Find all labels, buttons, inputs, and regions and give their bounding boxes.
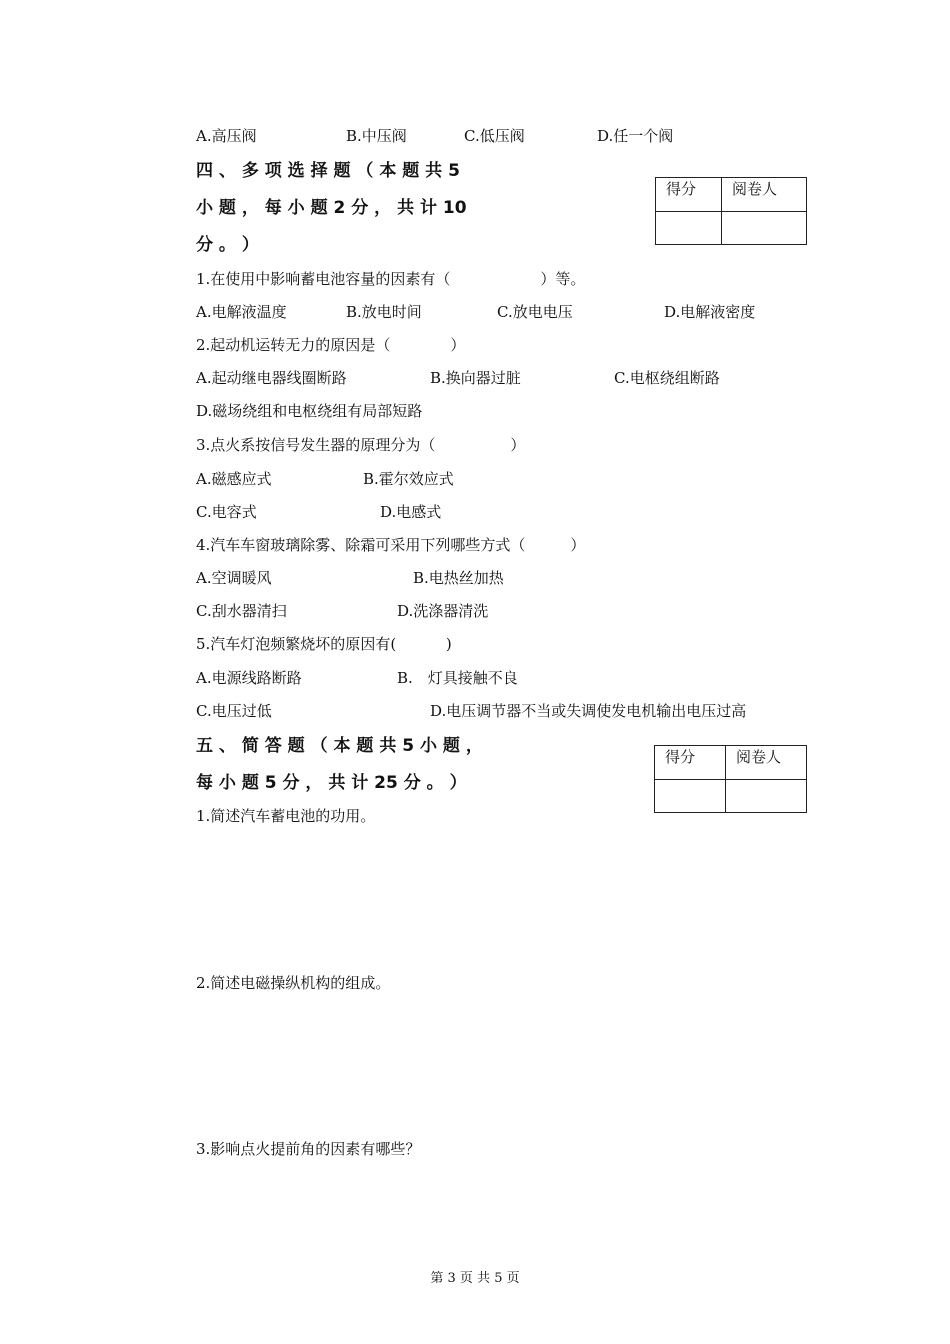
question-stem: 1.在使用中影响蓄电池容量的因素有（ ）等。 (196, 270, 586, 288)
short-question-2: 2.简述电磁操纵机构的组成。 (196, 974, 391, 992)
option-d: D.任一个阀 (597, 127, 674, 145)
option-b: B.霍尔效应式 (363, 470, 454, 488)
option-d: D.电压调节器不当或失调使发电机输出电压过高 (430, 702, 747, 720)
section4-score-table (655, 177, 807, 245)
short-question-1: 1.简述汽车蓄电池的功用。 (196, 807, 376, 825)
section5-title-line1: 五 、 简 答 题 （ 本 题 共 5 小 题 ， (196, 736, 483, 756)
option-c: C.放电电压 (497, 303, 573, 321)
option-a: A.磁感应式 (196, 470, 272, 488)
short-question-3: 3.影响点火提前角的因素有哪些？ (196, 1140, 421, 1158)
option-c: C.低压阀 (464, 127, 525, 145)
option-b: B.换向器过脏 (430, 369, 521, 387)
option-c: C.电枢绕组断路 (614, 369, 720, 387)
score-cell (656, 212, 722, 245)
option-c: C.电容式 (196, 503, 257, 521)
score-header: 得分 (655, 746, 726, 780)
option-d: D.磁场绕组和电枢绕组有局部短路 (196, 402, 423, 420)
question-stem: 2.起动机运转无力的原因是（ ） (196, 336, 466, 354)
option-d: D.洗涤器清洗 (397, 602, 489, 620)
option-a: A.起动继电器线圈断路 (196, 369, 347, 387)
option-d: D.电解液密度 (664, 303, 756, 321)
option-b: B.电热丝加热 (413, 569, 504, 587)
option-a: A.电源线路断路 (196, 669, 302, 687)
section4-title-line3: 分 。 ） (196, 235, 259, 255)
question-stem: 5.汽车灯泡频繁烧坏的原因有( ) (196, 635, 452, 653)
option-b: B.中压阀 (346, 127, 407, 145)
score-cell (655, 780, 726, 813)
option-a: A.高压阀 (196, 127, 257, 145)
grader-cell (722, 212, 807, 245)
question-stem: 3.点火系按信号发生器的原理分为（ ） (196, 436, 526, 454)
section5-title-line2: 每 小 题 5 分 ， 共 计 25 分 。 ） (196, 773, 467, 793)
option-c: C.电压过低 (196, 702, 272, 720)
option-a: A.电解液温度 (196, 303, 287, 321)
question-stem: 4.汽车车窗玻璃除雾、除霜可采用下列哪些方式（ ） (196, 536, 586, 554)
grader-cell (726, 780, 807, 813)
score-header: 得分 (656, 178, 722, 212)
option-b: B. 灯具接触不良 (397, 669, 518, 687)
option-d: D.电感式 (380, 503, 442, 521)
grader-header: 阅卷人 (726, 746, 807, 780)
option-c: C.刮水器清扫 (196, 602, 287, 620)
section5-score-table (654, 745, 807, 813)
grader-header: 阅卷人 (722, 178, 807, 212)
section4-title-line1: 四 、 多 项 选 择 题 （ 本 题 共 5 (196, 161, 460, 181)
option-b: B.放电时间 (346, 303, 422, 321)
option-a: A.空调暖风 (196, 569, 272, 587)
page-footer: 第 3 页 共 5 页 (430, 1271, 520, 1286)
section4-title-line2: 小 题 ， 每 小 题 2 分 ， 共 计 10 (196, 198, 467, 218)
